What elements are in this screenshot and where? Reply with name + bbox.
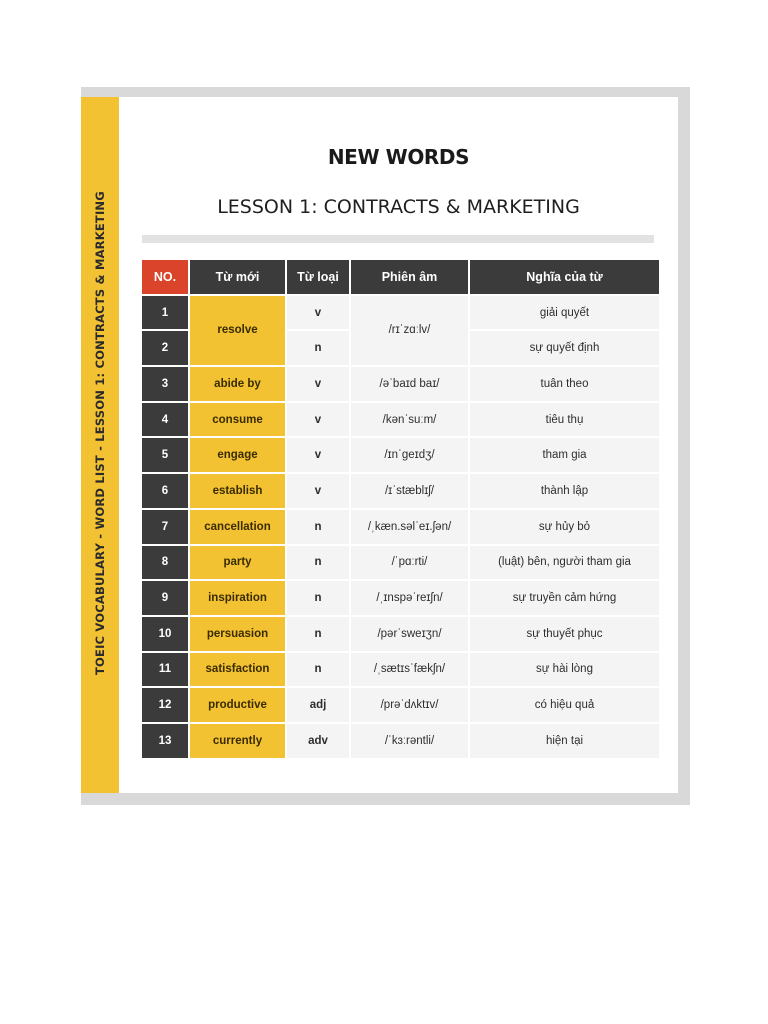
word-cell: consume (190, 403, 285, 437)
table-row (142, 296, 659, 330)
row-number: 1 (142, 296, 188, 330)
part-of-speech-cell: v (287, 474, 349, 508)
row-number: 13 (142, 724, 188, 758)
pronunciation-cell: /ˌɪnspəˈreɪʃn/ (351, 581, 468, 615)
meaning-cell: hiện tại (470, 724, 659, 758)
header-part-of-speech: Từ loại (287, 260, 349, 294)
part-of-speech-cell: adj (287, 688, 349, 722)
pronunciation-cell: /ˈkɜːrəntli/ (351, 724, 468, 758)
meaning-cell: tuân theo (470, 367, 659, 401)
row-number: 10 (142, 617, 188, 651)
row-number: 7 (142, 510, 188, 544)
pronunciation-cell: /ɪnˈɡeɪdʒ/ (351, 438, 468, 472)
word-cell: resolve (190, 296, 285, 365)
part-of-speech-cell: adv (287, 724, 349, 758)
word-cell: cancellation (190, 510, 285, 544)
pronunciation-cell: /ˈpɑːrti/ (351, 546, 468, 580)
part-of-speech-cell: v (287, 296, 349, 330)
pronunciation-cell: /ɪˈstæblɪʃ/ (351, 474, 468, 508)
pronunciation-cell: /kənˈsuːm/ (351, 403, 468, 437)
pronunciation-cell: /ˌkæn.səlˈeɪ.ʃən/ (351, 510, 468, 544)
word-cell: currently (190, 724, 285, 758)
part-of-speech-cell: n (287, 653, 349, 687)
divider (142, 235, 654, 243)
table-row (142, 617, 659, 651)
meaning-cell: sự thuyết phục (470, 617, 659, 651)
word-cell: inspiration (190, 581, 285, 615)
pronunciation-cell: /pərˈsweɪʒn/ (351, 617, 468, 651)
page-title: NEW WORDS (327, 145, 470, 169)
row-number: 8 (142, 546, 188, 580)
table-row (142, 403, 659, 437)
row-number: 11 (142, 653, 188, 687)
meaning-cell: tham gia (470, 438, 659, 472)
header-no: NO. (142, 260, 188, 294)
word-cell: persuasion (190, 617, 285, 651)
row-number: 6 (142, 474, 188, 508)
word-cell: productive (190, 688, 285, 722)
meaning-cell: có hiệu quả (470, 688, 659, 722)
side-label: TOEIC VOCABULARY - WORD LIST - LESSON 1: CONTRACTS & MARKETING (93, 191, 107, 675)
row-number: 3 (142, 367, 188, 401)
table-row (142, 438, 659, 472)
meaning-cell: sự truyền cảm hứng (470, 581, 659, 615)
meaning-cell: tiêu thụ (470, 403, 659, 437)
row-number: 9 (142, 581, 188, 615)
row-number: 4 (142, 403, 188, 437)
word-cell: party (190, 546, 285, 580)
meaning-cell: thành lập (470, 474, 659, 508)
word-cell: abide by (190, 367, 285, 401)
word-cell: engage (190, 438, 285, 472)
table-row (142, 653, 659, 687)
row-number: 12 (142, 688, 188, 722)
row-number: 2 (142, 331, 188, 365)
meaning-cell: sự quyết định (470, 331, 659, 365)
pronunciation-cell: /əˈbaɪd baɪ/ (351, 367, 468, 401)
part-of-speech-cell: n (287, 510, 349, 544)
meaning-cell: giải quyết (470, 296, 659, 330)
row-number: 5 (142, 438, 188, 472)
part-of-speech-cell: v (287, 367, 349, 401)
table-row (142, 367, 659, 401)
header-new-word: Từ mới (190, 260, 285, 294)
table-row (142, 510, 659, 544)
header-meaning: Nghĩa của từ (470, 260, 659, 294)
pronunciation-cell: /ˌsætɪsˈfækʃn/ (351, 653, 468, 687)
part-of-speech-cell: n (287, 331, 349, 365)
meaning-cell: (luật) bên, người tham gia (470, 546, 659, 580)
lesson-subtitle: LESSON 1: CONTRACTS & MARKETING (217, 196, 580, 218)
part-of-speech-cell: n (287, 581, 349, 615)
word-cell: establish (190, 474, 285, 508)
table-row (142, 546, 659, 580)
pronunciation-cell: /prəˈdʌktɪv/ (351, 688, 468, 722)
word-cell: satisfaction (190, 653, 285, 687)
table-row (142, 688, 659, 722)
pronunciation-cell: /rɪˈzɑːlv/ (351, 296, 468, 365)
part-of-speech-cell: v (287, 403, 349, 437)
table-row (142, 581, 659, 615)
meaning-cell: sự hủy bỏ (470, 510, 659, 544)
part-of-speech-cell: n (287, 546, 349, 580)
table-header-row (142, 260, 659, 294)
part-of-speech-cell: n (287, 617, 349, 651)
meaning-cell: sự hài lòng (470, 653, 659, 687)
part-of-speech-cell: v (287, 438, 349, 472)
vocabulary-table (140, 258, 661, 760)
table-row (142, 474, 659, 508)
header-pronunciation: Phiên âm (351, 260, 468, 294)
table-row (142, 724, 659, 758)
